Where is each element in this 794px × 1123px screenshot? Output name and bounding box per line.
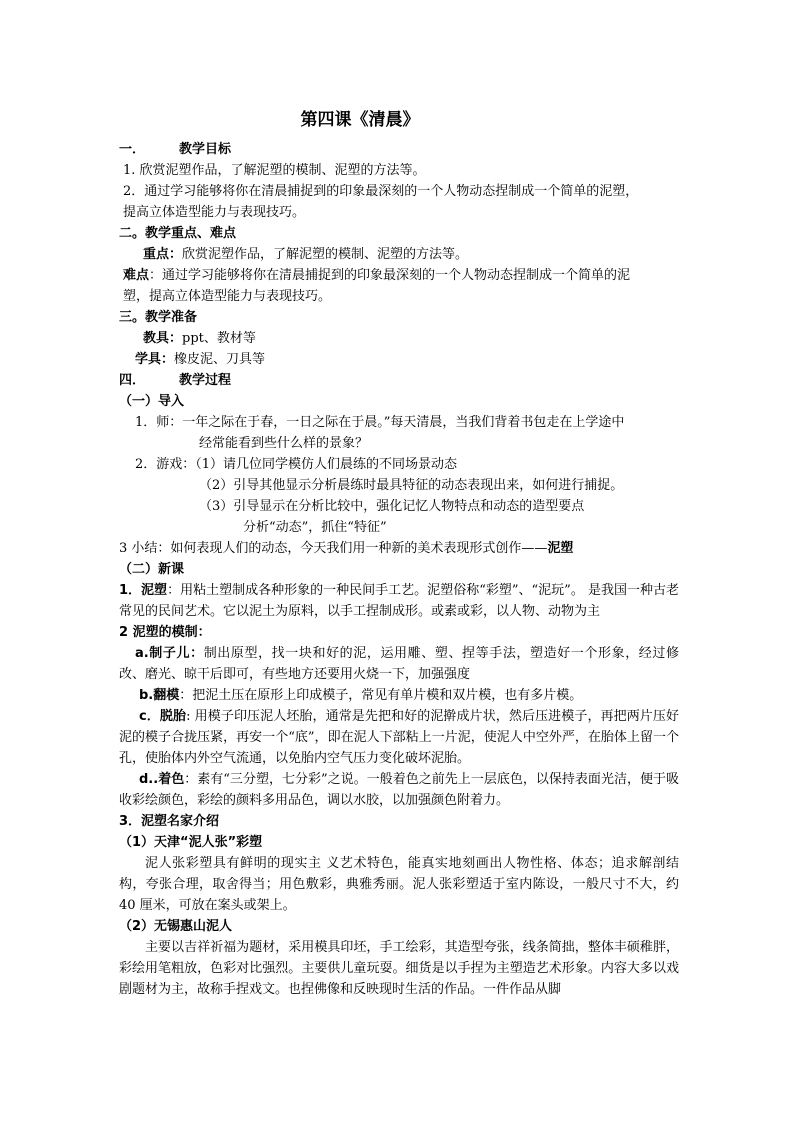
molding-heading: 2 泥塑的模制：: [119, 625, 211, 640]
student-materials-text: 橡皮泥、刀具等: [174, 352, 266, 367]
clay-definition-label: 1．泥塑: [119, 583, 168, 598]
key-point-label: 重点：: [143, 247, 183, 262]
molding-step-d: [119, 769, 679, 811]
student-materials-label: 学具：: [135, 352, 175, 367]
intro-item-2-line3: （3）引导显示在分析比较中，强化记忆人物特点和动态的造型要点: [199, 499, 585, 514]
key-point-text: 欣赏泥塑作品，了解泥塑的模制、泥塑的方法等。: [182, 247, 469, 262]
difficulty-label: 难点: [123, 268, 150, 283]
teacher-materials-label: 教具：: [143, 331, 183, 346]
section-2-heading: 二。教学重点、难点: [119, 226, 237, 241]
step-a-text: 制出原型，找一块和好的泥，运用雕、塑、捏等手法，塑造好一个形象，经过修改、磨光、晾干后即可，有些地方还要用火烧一下，加强强度: [119, 646, 679, 682]
intro-item-1-line2: 经常能看到些什么样的景象？: [199, 436, 369, 451]
master-1-text: 泥人张彩塑具有鲜明的现实主 义艺术特色，能真实地刻画出人物性格、体态；追求解剖结构，夸张合理，取舍得当；用色敷彩，典雅秀丽。泥人张彩塑适于室内陈设，一般尺寸不大，约 40 厘米，可放在案头或架上。: [119, 856, 679, 913]
step-d-text: ：素有“三分塑，七分彩”之说。一般着色之前先上一层底色，以保持表面光洁，便于吸收彩绘颜色，彩绘的颜料多用品色，调以水胶，以加强颜色附着力。: [119, 772, 680, 808]
teacher-materials: [119, 328, 679, 349]
step-a-label: a.制子儿：: [135, 646, 204, 661]
summary-keyword: 泥塑: [547, 541, 574, 556]
masters-heading: 3．泥塑名家介绍: [119, 814, 220, 829]
section-1-heading: [119, 139, 679, 160]
master-1-heading: （1）天津“泥人张”彩塑: [119, 835, 263, 850]
molding-step-a: [119, 643, 679, 685]
part-2-heading: （二）新课: [119, 562, 185, 577]
clay-definition-text: ：用粘土塑制成各种形象的一种民间手工艺。泥塑俗称“彩塑”、“泥玩”。 是我国一种古老常见的民间艺术。它以泥土为原料，以手工捏制成形。或素或彩，以人物、动物为主: [119, 583, 680, 619]
master-2-heading: （2）无锡惠山泥人: [119, 919, 233, 934]
intro-summary: [119, 538, 679, 559]
molding-step-b: [119, 685, 679, 706]
clay-definition: [119, 580, 679, 622]
goal-item-2-line1: 2．通过学习能够将你在清晨捕捉到的印象最深刻的一个人物动态捏制成一个简单的泥塑，: [123, 184, 639, 199]
section-3-heading: 三。教学准备: [119, 310, 198, 325]
intro-item-2-line2: （2）引导其他显示分析晨练时最具特征的动态表现出来，如何进行捕捉。: [199, 478, 624, 493]
difficulty-text: ：通过学习能够将你在清晨捕捉到的印象最深刻的一个人物动态捏制成一个简单的泥: [149, 268, 631, 283]
section-title: 教学目标: [179, 142, 232, 157]
section-4-heading: [119, 370, 679, 391]
difficulty-point: [119, 265, 679, 286]
step-d-label: d..着色: [139, 772, 185, 787]
step-b-label: b.翻模: [139, 688, 180, 703]
goal-item-2-line2: 提高立体造型能力与表现技巧。: [123, 205, 306, 220]
master-2-text: 主要以吉祥祈福为题材，采用模具印坯，手工绘彩，其造型夸张，线条简拙，整体丰硕稚胖，彩绘用笔粗放，色彩对比强烈。主要供儿童玩耍。细货是以手捏为主塑造艺术形象。内容大多以戏剧题材为主，故称手捏戏文。也捏佛像和反映现时生活的作品。一件作品从脚: [119, 940, 679, 997]
intro-item-1-line1: 1．师：一年之际在于春，一日之际在于晨。”每天清晨，当我们背着书包走在上学途中: [135, 415, 625, 430]
student-materials: [119, 349, 679, 370]
section-number: 四．: [119, 373, 146, 388]
teacher-materials-text: ppt、教材等: [182, 331, 256, 346]
molding-step-c: [119, 706, 679, 769]
step-c-text: : 用模子印压泥人坯胎，通常是先把和好的泥擀成片状，然后压进模子，再把两片压好泥的模子合拢压紧，再安一个“底”，即在泥人下部粘上一片泥，使泥人中空外严，在胎体上留一个孔，使胎体内外空气流通，以免胎内空气压力变化破坏泥胎。: [119, 709, 679, 766]
section-number: 一．: [119, 142, 146, 157]
document-body: [119, 139, 679, 1000]
part-1-heading: （一）导入: [119, 394, 185, 409]
section-title: 教学过程: [179, 373, 232, 388]
step-c-label: c．脱胎: [139, 709, 187, 724]
intro-item-2-line4: 分析“动态”，抓住“特征”: [243, 520, 387, 535]
difficulty-point-line2: 塑，提高立体造型能力与表现技巧。: [123, 289, 332, 304]
summary-text: 3 小结：如何表现人们的动态，今天我们用一种新的美术表现形式创作——: [119, 541, 548, 556]
key-point: [119, 244, 679, 265]
goal-item-1: 1. 欣赏泥塑作品，了解泥塑的模制、泥塑的方法等。: [123, 163, 426, 178]
intro-item-2-line1: 2．游戏：（1）请几位同学模仿人们晨练的不同场景动态: [135, 457, 458, 472]
step-b-text: ：把泥土压在原形上印成模子，常见有单片模和双片模，也有多片模。: [179, 688, 583, 703]
page-title: 第四课《清晨》: [300, 110, 420, 130]
